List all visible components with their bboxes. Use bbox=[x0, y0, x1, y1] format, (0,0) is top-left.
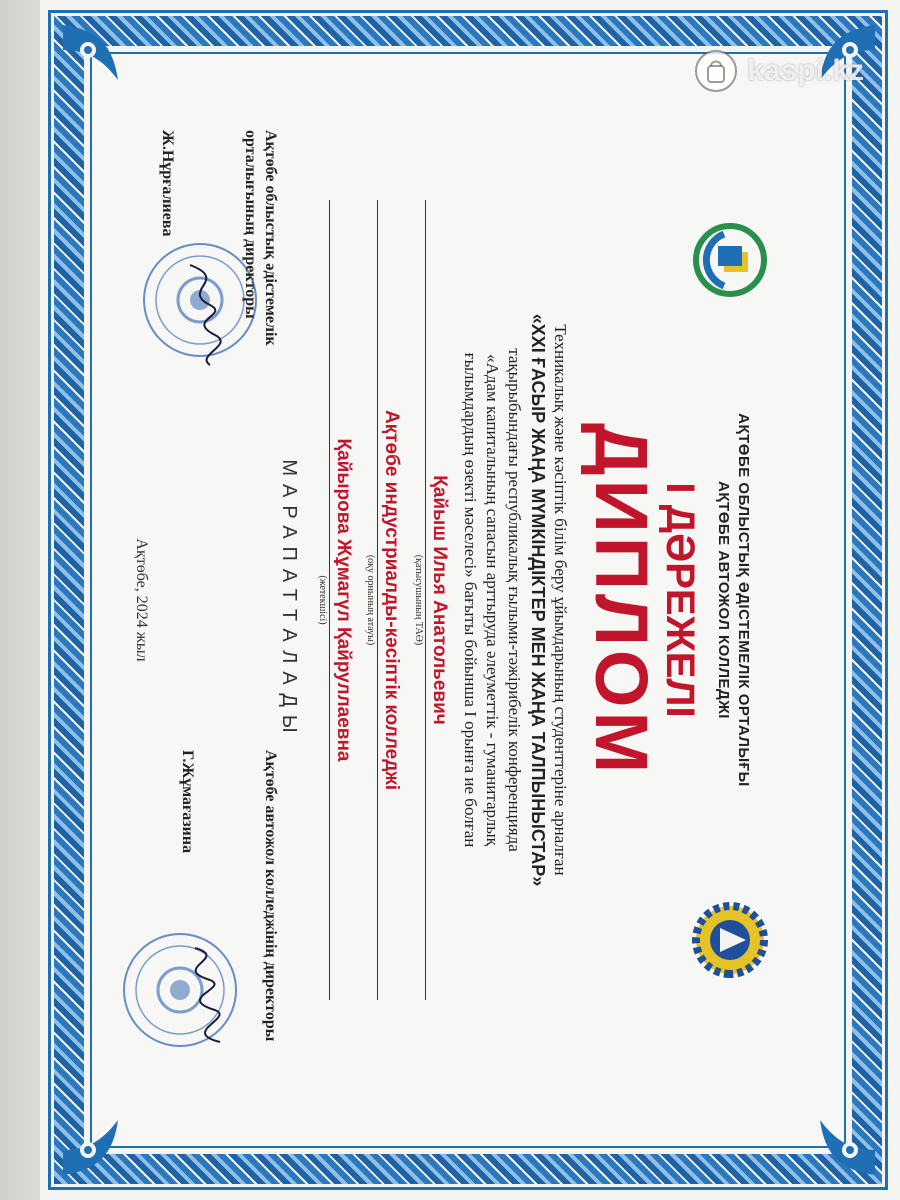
diploma-title: ДИПЛОМ bbox=[580, 422, 663, 778]
signatory-name: Г.Жұмағазина bbox=[179, 750, 196, 854]
supervisor-field bbox=[317, 200, 354, 1000]
signatory-role: Ақтөбе автожол колледжінің директоры bbox=[262, 750, 279, 1042]
diploma-content bbox=[100, 70, 800, 1130]
organization-name: АҚТӨБЕ ОБЛЫСТЫҚ ӘДІСТЕМЕЛІК ОРТАЛЫҒЫ bbox=[735, 413, 752, 787]
college-name: АҚТӨБЕ АВТОЖОЛ КОЛЛЕДЖІ bbox=[715, 481, 732, 719]
body-line: «Адам капиталының сапасын арттыруда әлеуметтік - гуманитарлық bbox=[483, 354, 502, 846]
institution-field bbox=[365, 200, 402, 1000]
city-year: Ақтөбе, 2024 жыл bbox=[133, 538, 150, 662]
institution-caption: (оқу орнының атауы) bbox=[365, 554, 376, 646]
body-line: Техникалық және кәсіптік білім беру ұйымдарының студенттеріне арналған bbox=[551, 324, 570, 876]
signature-block-left bbox=[158, 130, 280, 430]
body-line: ғылымдардың өзекті мәселесі» бағыты бойынша I орынға ие болған bbox=[461, 352, 480, 848]
watermark bbox=[693, 48, 864, 94]
kaspi-logo-icon bbox=[693, 48, 739, 94]
participant-name: Қайыш Илья Анатольевич bbox=[425, 200, 450, 1000]
institution-name: Ақтөбе индустриалды-кәсіптік колледжі bbox=[377, 200, 402, 1000]
participant-caption: (қатысушының ТАӘ) bbox=[413, 554, 424, 646]
watermark-text: kaspi.kz bbox=[747, 54, 864, 87]
supervisor-name: Қайырова Жұмагүл Қайруллаевна bbox=[329, 200, 354, 1000]
supervisor-caption: (жетекшісі) bbox=[317, 575, 328, 625]
diploma-degree: I ДӘРЕЖЕЛІ bbox=[658, 482, 702, 718]
conference-title: «XXI ҒАСЫР ЖАҢА МҮМКІНДІКТЕР МЕН ЖАҢА ТАЛПЫНЫСТАР» bbox=[528, 313, 548, 887]
body-line: тақырыбындағы республикалық ғылыми-тәжірибелік конференцияда bbox=[505, 348, 524, 852]
participant-field bbox=[413, 200, 450, 1000]
signatory-role: Ақтөбе облыстық әдістемелік орталығының директоры bbox=[242, 130, 279, 346]
signatory-name: Ж.Нұрғалиева bbox=[159, 130, 176, 237]
corner-ornament bbox=[790, 1090, 880, 1180]
awarded-text: МАРАПАТТАЛАДЫ bbox=[278, 459, 300, 741]
signature-block-right bbox=[178, 750, 280, 1080]
